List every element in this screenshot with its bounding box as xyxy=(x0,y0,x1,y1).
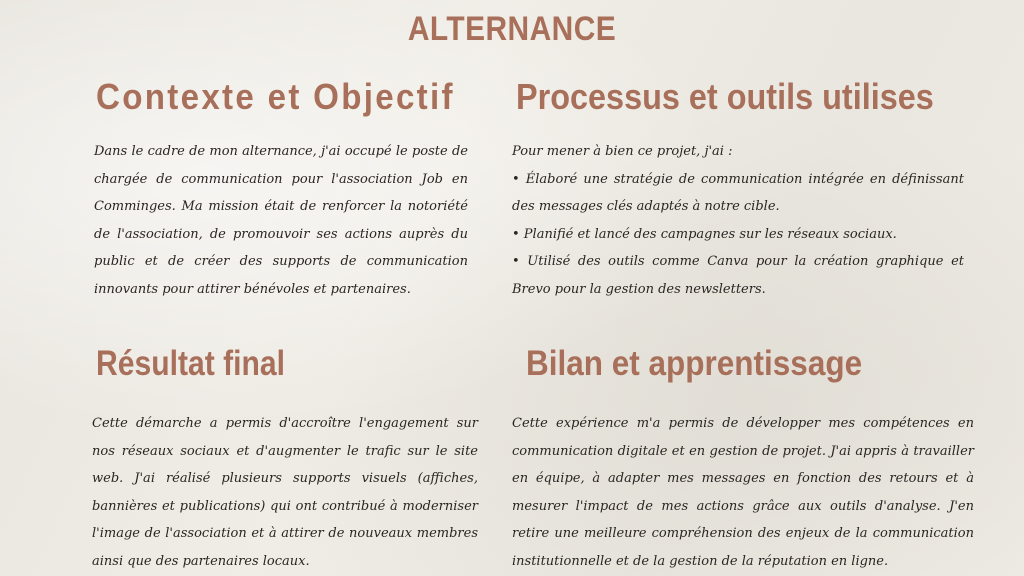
context-paragraph: Dans le cadre de mon alternance, j'ai occupé le poste de chargée de communication pour l'association Job en Comminges. Ma mission était de renforcer la notoriété de l'association, de promouvoir ses actions auprès du public et de créer des supports de communication innovants pour attirer bénévoles et partenaires. xyxy=(94,144,468,297)
assessment-paragraph: Cette expérience m'a permis de développer mes compétences en communication digitale et en gestion de projet. J'ai appris à travailler en équipe, à adapter mes messages en fonction des retours et à mesurer l'impact de mes actions grâce aux outils d'analyse. J'en retire une meilleure compréhension des enjeux de la communication institutionnelle et de la gestion de la réputation en ligne. xyxy=(512,416,974,569)
page-title: ALTERNANCE xyxy=(407,10,617,48)
process-bullet: • Élaboré une stratégie de communication intégrée en définissant des messages clés adaptés à notre cible. xyxy=(512,171,964,214)
process-block xyxy=(512,138,964,303)
process-heading: Processus et outils utilises xyxy=(516,76,934,117)
assessment-heading: Bilan et apprentissage xyxy=(526,344,863,383)
process-bullet: • Utilisé des outils comme Canva pour la création graphique et Brevo pour la gestion des newsletters. xyxy=(512,254,964,297)
result-paragraph: Cette démarche a permis d'accroître l'engagement sur nos réseaux sociaux et d'augmenter le trafic sur le site web. J'ai réalisé plusieurs supports visuels (affiches, bannières et publications) qui ont contribué à moderniser l'image de l'association et à attirer de nouveaux membres ainsi que des partenaires locaux. xyxy=(92,416,478,569)
context-heading: Contexte et Objectif xyxy=(96,76,455,117)
result-heading: Résultat final xyxy=(96,344,285,383)
process-bullet: • Planifié et lancé des campagnes sur les réseaux sociaux. xyxy=(512,226,897,242)
process-intro: Pour mener à bien ce projet, j'ai : xyxy=(512,144,733,159)
